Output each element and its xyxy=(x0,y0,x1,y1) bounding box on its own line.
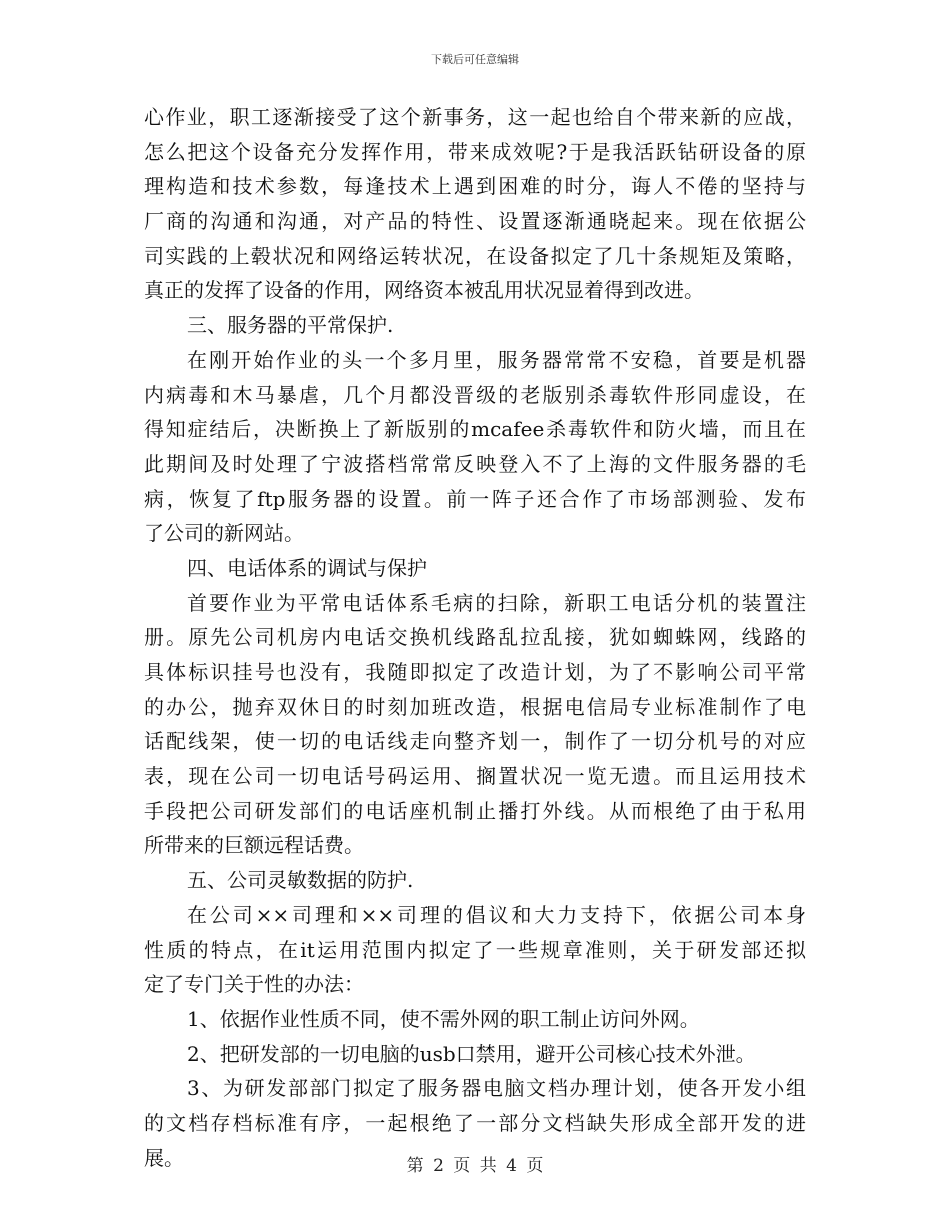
body-line: 表，现在公司一切电话号码运用、搁置状况一览无遗。而且运用技术 xyxy=(144,764,806,789)
body-line: 在刚开始作业的头一个多月里，服务器常常不安稳，首要是机器 xyxy=(187,347,806,372)
body-line: 病，恢复了ftp服务器的设置。前一阵子还合作了市场部测验、发布 xyxy=(144,486,806,511)
section-heading: 五、公司灵敏数据的防护. xyxy=(187,868,414,893)
body-line: 厂商的沟通和沟通，对产品的特性、设置逐渐通晓起来。现在依据公 xyxy=(144,209,806,234)
body-line: 了公司的新网站。 xyxy=(144,521,304,546)
body-line: 性质的特点，在it运用范围内拟定了一些规章准则，关于研发部还拟 xyxy=(144,937,806,962)
body-line: 真正的发挥了设备的作用，网络资本被乱用状况显着得到改进。 xyxy=(144,278,704,303)
body-line: 此期间及时处理了宁波搭档常常反映登入不了上海的文件服务器的毛 xyxy=(144,451,806,476)
body-line: 的文档存档标准有序，一起根绝了一部分文档缺失形成全部开发的进 xyxy=(144,1110,806,1135)
body-line: 理构造和技术参数，每逢技术上遇到困难的时分，诲人不倦的坚持与 xyxy=(144,174,806,199)
body-line: 所带来的巨额远程话费。 xyxy=(144,833,364,858)
numbered-item: 2、把研发部的一切电脑的usb口禁用，避开公司核心技术外泄。 xyxy=(187,1041,756,1066)
section-heading: 三、服务器的平常保护. xyxy=(187,313,394,338)
body-line: 展。 xyxy=(144,1145,184,1170)
body-line: 首要作业为平常电话体系毛病的扫除，新职工电话分机的装置注 xyxy=(187,590,806,615)
numbered-item: 1、依据作业性质不同，使不需外网的职工制止访问外网。 xyxy=(187,1006,700,1031)
body-line: 话配线架，使一切的电话线走向整齐划一，制作了一切分机号的对应 xyxy=(144,729,806,754)
body-line: 怎么把这个设备充分发挥作用，带来成效呢?于是我活跃钻研设备的原 xyxy=(144,139,806,164)
body-line: 在公司××司理和××司理的倡议和大力支持下，依据公司本身 xyxy=(187,902,806,927)
page-header-note: 下载后可任意编辑 xyxy=(431,53,519,66)
page-number: 第 2 页 共 4 页 xyxy=(406,1156,544,1176)
body-line: 定了专门关于性的办法： xyxy=(144,972,364,997)
body-line: 司实践的上毂状况和网络运转状况，在设备拟定了几十条规矩及策略， xyxy=(144,243,806,268)
body-line: 具体标识挂号也没有，我随即拟定了改造计划，为了不影响公司平常 xyxy=(144,660,806,684)
body-line: 的办公，抛弃双休日的时刻加班改造，根据电信局专业标准制作了电 xyxy=(144,694,806,719)
body-line: 手段把公司研发部们的电话座机制止播打外线。从而根绝了由于私用 xyxy=(144,798,806,823)
body-line: 心作业，职工逐渐接受了这个新事务，这一起也给自个带来新的应战， xyxy=(144,105,806,129)
body-line: 得知症结后，决断换上了新版别的mcafee杀毒软件和防火墙，而且在 xyxy=(144,417,806,442)
body-line: 内病毒和木马暴虐，几个月都没晋级的老版别杀毒软件形同虚设，在 xyxy=(144,382,806,407)
document-body xyxy=(144,100,806,1175)
section-heading: 四、电话体系的调试与保护 xyxy=(187,555,427,580)
body-line: 册。原先公司机房内电话交换机线路乱拉乱接，犹如蜘蛛网，线路的 xyxy=(144,625,806,650)
numbered-item: 3、为研发部部门拟定了服务器电脑文档办理计划，使各开发小组 xyxy=(187,1076,806,1101)
